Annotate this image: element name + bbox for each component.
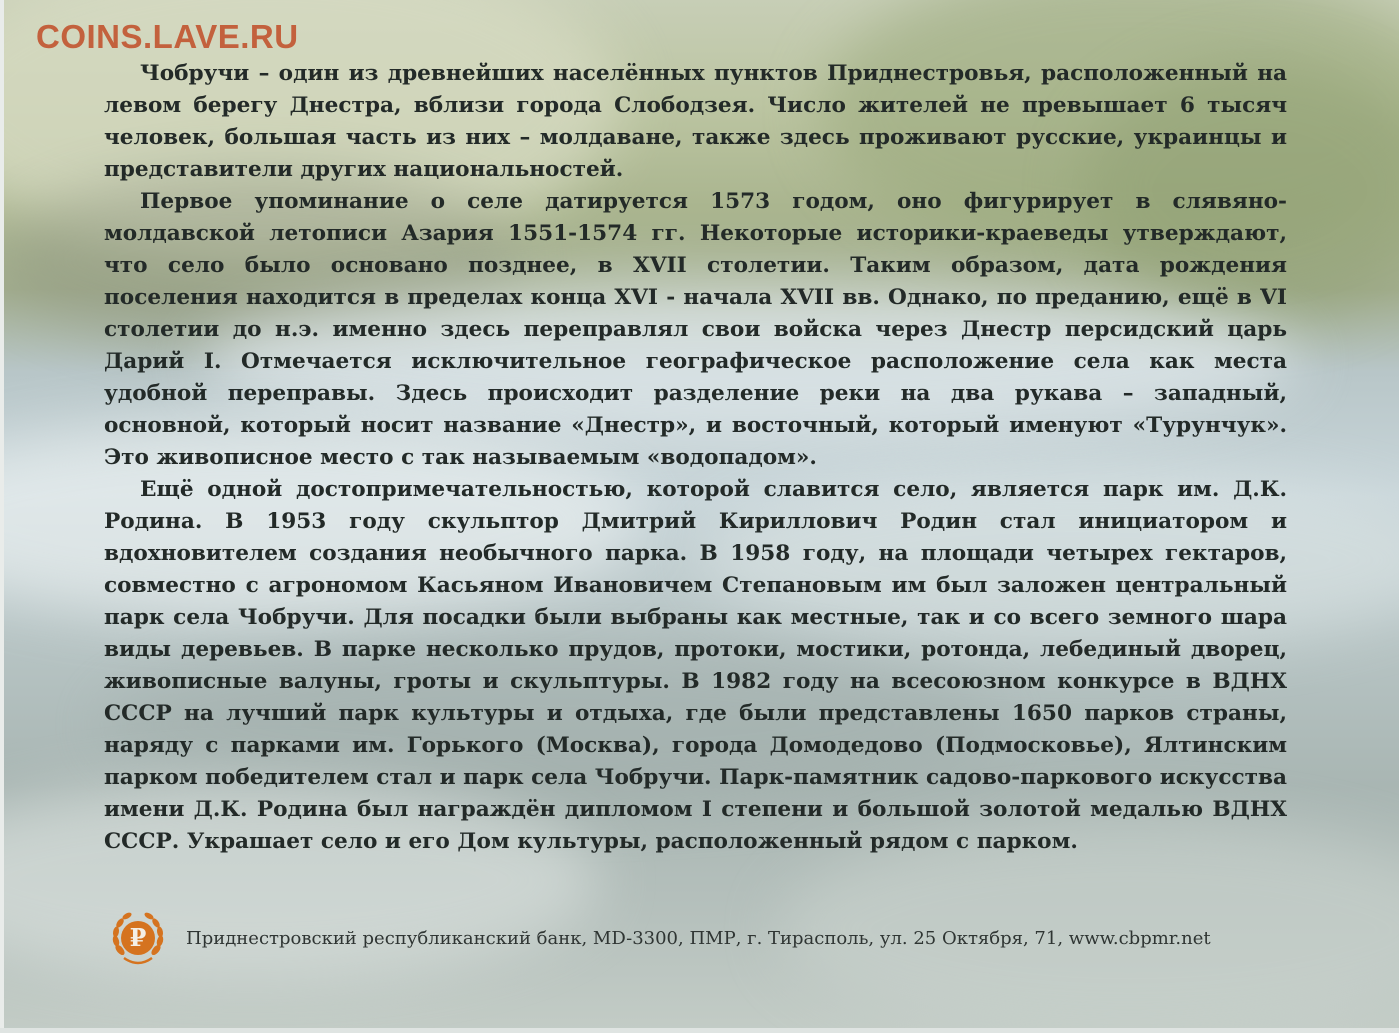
paragraph-park: Ещё одной достопримечательностью, которой славится село, является парк им. Д.К. Родина. В 1953 году скульптор Дмитрий Кириллович Родин стал инициатором и вдохновителем создания необычного парка. В 1958 году, на площади четырех гектаров, совместно с агрономом Касьяном Ивановичем Степановым им был заложен центральный парк села Чобручи. Для посадки были выбраны как местные, так и со всего земного шара виды деревьев. В парке несколько прудов, протоки, мостики, ротонда, лебединый дворец, живописные валуны, гроты и скульптуры. В 1982 году на всесоюзном конкурсе в ВДНХ СССР на лучший парк культуры и отдыха, где были представлены 1650 парков страны, наряду с парками им. Горького (Москва), города Домодедово (Подмосковье), Ялтинским парком победителем стал и парк села Чобручи. Парк-памятник садово-паркового искусства имени Д.К. Родина был награждён дипломом I степени и большой золотой медалью ВДНХ СССР. Украшает село и его Дом культуры, расположенный рядом с парком. <box>104 477 1287 854</box>
svg-text:₽: ₽ <box>129 923 147 952</box>
article-text <box>104 58 1287 858</box>
bank-ruble-wreath-logo-icon <box>106 906 170 970</box>
scan-bottom-edge <box>0 1028 1399 1033</box>
site-watermark: COINS.LAVE.RU <box>36 18 299 55</box>
paragraph-intro: Чобручи – один из древнейших населённых пунктов Приднестровья, расположенный на левом берегу Днестра, вблизи города Слободзея. Число жителей не превышает 6 тысяч человек, большая часть из них – молдаване, также здесь проживают русские, украинцы и представители других национальностей. <box>104 61 1287 182</box>
paragraph-history: Первое упоминание о селе датируется 1573 годом, оно фигурирует в слявяно-молдавской летописи Азария 1551-1574 гг. Некоторые историки-краеведы утверждают, что село было основано позднее, в XVII столетии. Таким образом, дата рождения поселения находится в пределах конца XVI - начала XVII вв. Однако, по преданию, ещё в VI столетии до н.э. именно здесь переправлял свои войска через Днестр персидский царь Дарий I. Отмечается исключительное географическое расположение села как места удобной переправы. Здесь происходит разделение реки на два рукава – западный, основной, который носит название «Днестр», и восточный, который именуют «Турунчук». Это живописное место с так называемым «водопадом». <box>104 189 1287 470</box>
footer <box>106 906 1211 970</box>
bank-address: Приднестровский республиканский банк, MD-3300, ПМР, г. Тирасполь, ул. 25 Октября, 71, www.cbpmr.net <box>186 927 1211 949</box>
scan-edge <box>0 0 4 1033</box>
